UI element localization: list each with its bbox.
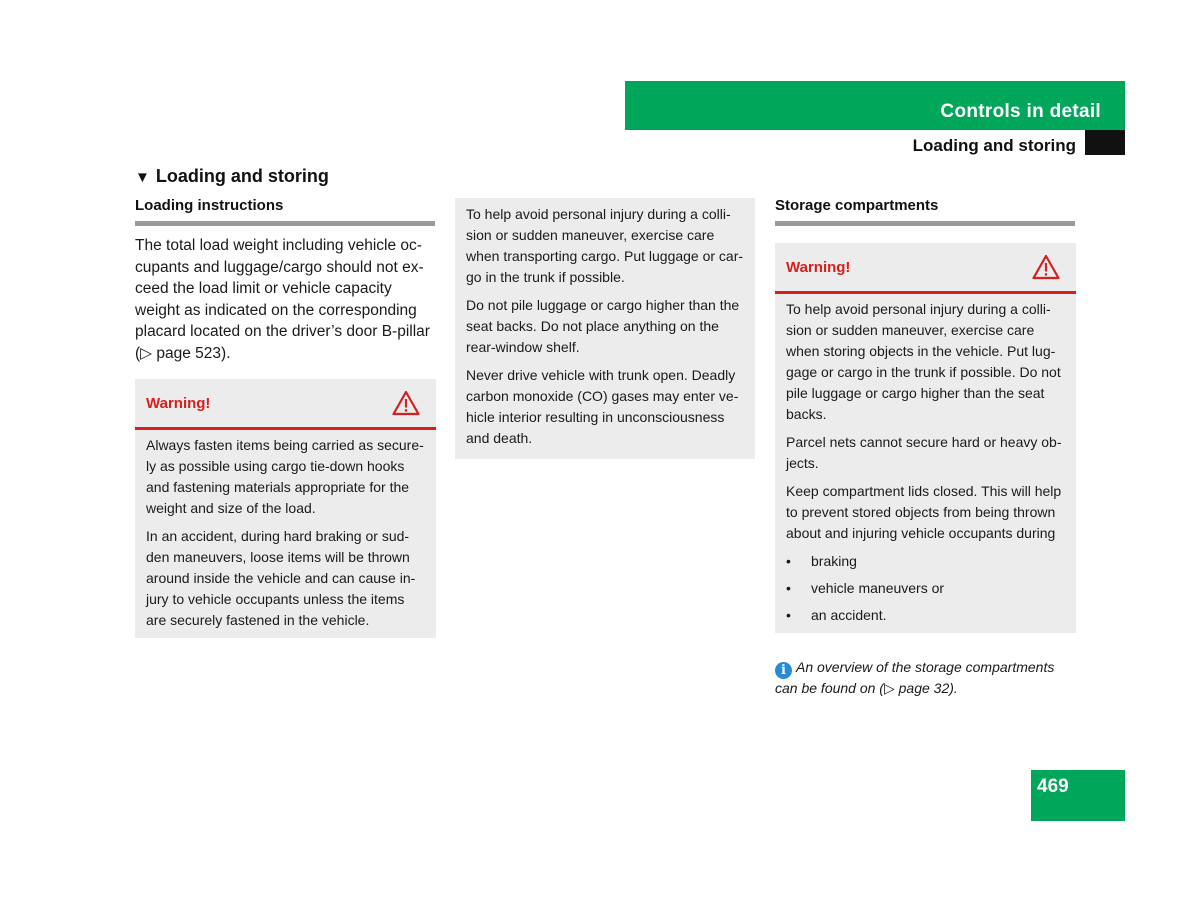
storage-compartments-heading: Storage compartments bbox=[775, 197, 1075, 226]
section-subtitle: Loading and storing bbox=[912, 136, 1076, 155]
warning-paragraph: Parcel nets cannot secure hard or heavy objects. bbox=[786, 434, 1062, 471]
warning-body bbox=[135, 430, 436, 646]
warning-body bbox=[775, 294, 1076, 640]
bullet-icon: • bbox=[786, 553, 791, 569]
info-note bbox=[775, 658, 1075, 699]
info-note-text: An overview of the storage compartments can be found on (▷ page 32). bbox=[775, 659, 1055, 696]
page-number: 469 bbox=[1037, 776, 1069, 797]
bullet-icon: • bbox=[786, 607, 791, 623]
chapter-title: Controls in detail bbox=[940, 101, 1101, 122]
warning-label: Warning! bbox=[786, 259, 851, 276]
warning-paragraph: In an accident, during hard braking or sudden maneuvers, loose items will be thrown around inside the vehicle and can cause injury to vehicle occupants unless the items are securely fastened in the vehicle. bbox=[146, 528, 416, 628]
list-item-text: vehicle maneuvers or bbox=[811, 580, 945, 596]
warning-continuation-box bbox=[455, 198, 755, 459]
warning-paragraph: To help avoid personal injury during a collision or sudden maneuver, exercise care when transporting cargo. Put luggage or cargo in the trunk if possible. bbox=[466, 206, 744, 285]
warning-paragraph: Keep compartment lids closed. This will help to prevent stored objects from being thrown about and injuring vehicle occupants during bbox=[786, 483, 1062, 541]
list-item-text: braking bbox=[811, 553, 857, 569]
list-item-text: an accident. bbox=[811, 607, 887, 623]
list-item bbox=[786, 551, 1066, 572]
loading-instructions-body: The total load weight including vehicle occupants and luggage/cargo should not exceed the load limit or vehicle capacity weight as indicated on the corresponding placard located on the driver’s door B-pillar (▷ page 523). bbox=[135, 237, 430, 362]
warning-paragraph: Always fasten items being carried as securely as possible using cargo tie-down hooks and fastening materials appropriate for the weight and size of the load. bbox=[146, 437, 424, 516]
storage-warning-box bbox=[775, 243, 1076, 633]
loading-warning-box bbox=[135, 379, 436, 638]
list-item bbox=[786, 578, 1066, 599]
page-number-box bbox=[1031, 770, 1125, 821]
warning-paragraph: Never drive vehicle with trunk open. Deadly carbon monoxide (CO) gases may enter vehicle interior resulting in unconsciousness and death. bbox=[466, 367, 739, 446]
triangle-down-icon: ▼ bbox=[135, 169, 150, 186]
bullet-icon: • bbox=[786, 580, 791, 596]
warning-label: Warning! bbox=[146, 395, 211, 412]
section-heading bbox=[135, 166, 329, 187]
warning-header bbox=[135, 379, 436, 430]
warning-triangle-icon bbox=[392, 390, 420, 416]
warning-bullet-list bbox=[786, 551, 1066, 626]
list-item bbox=[786, 605, 1066, 626]
warning-header bbox=[775, 243, 1076, 294]
warning-paragraph: Do not pile luggage or cargo higher than the seat backs. Do not place anything on the rear-window shelf. bbox=[466, 297, 740, 355]
thumb-tab bbox=[1085, 130, 1125, 155]
section-heading-text: Loading and storing bbox=[155, 166, 329, 186]
warning-triangle-icon bbox=[1032, 254, 1060, 280]
warning-paragraph: To help avoid personal injury during a collision or sudden maneuver, exercise care when storing objects in the vehicle. Put luggage or cargo in the trunk if possible. Do not pile luggage or cargo higher than the seat backs. bbox=[786, 301, 1061, 422]
warning-body bbox=[455, 198, 755, 464]
info-icon: i bbox=[775, 662, 792, 679]
loading-instructions-heading: Loading instructions bbox=[135, 197, 435, 226]
header-band bbox=[625, 81, 1125, 130]
